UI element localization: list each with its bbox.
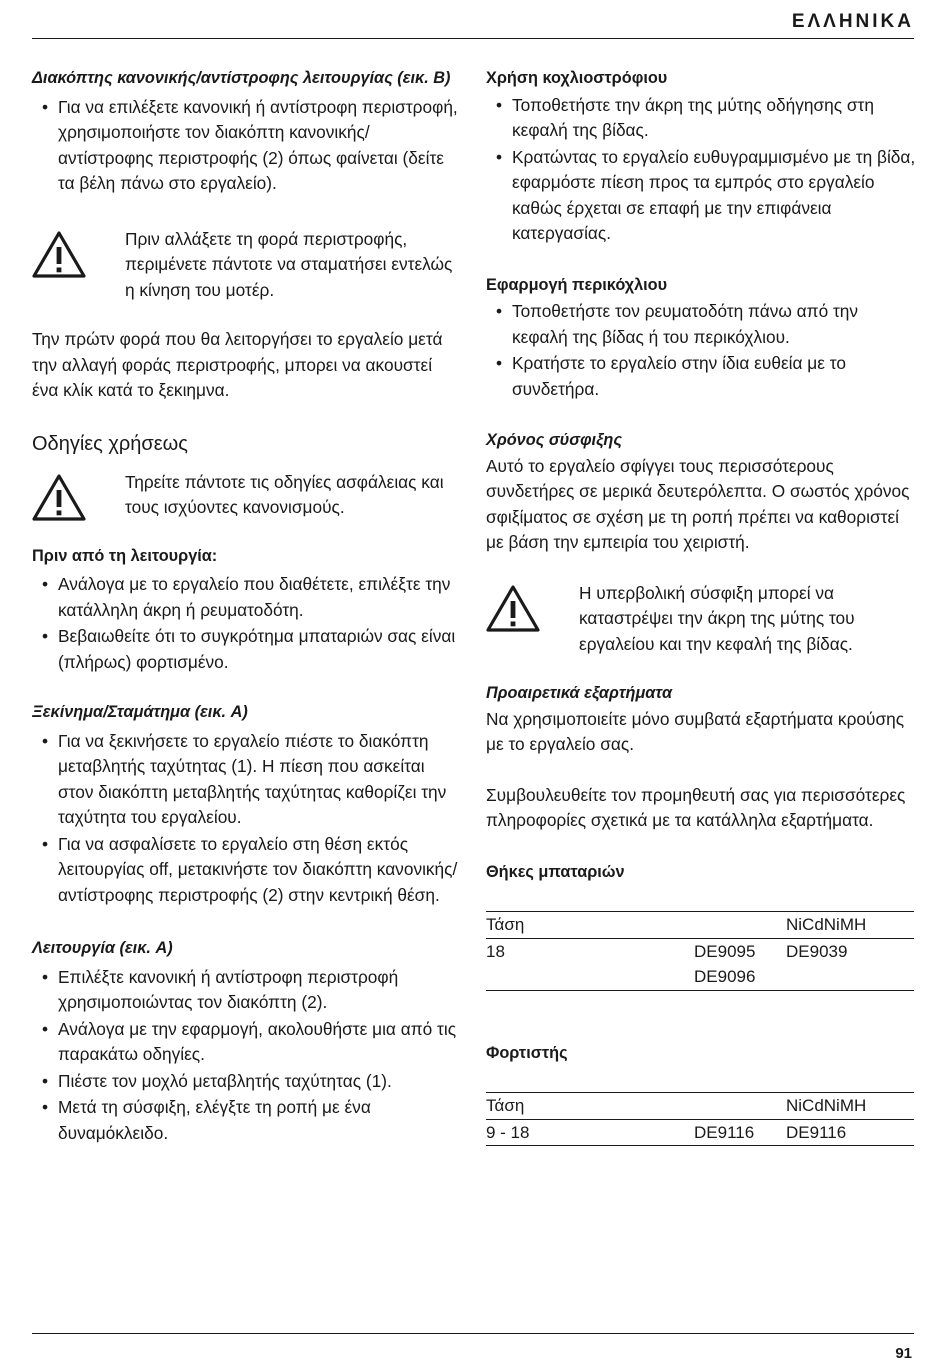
screwdriver-list <box>486 93 916 247</box>
table-cell: 9 - 18 <box>486 1119 694 1146</box>
screwdriver-heading: Χρήση κοχλιοστρόφιου <box>486 69 668 87</box>
warning-text: Τηρείτε πάντοτε τις οδηγίες ασφάλειας και τους ισχύοντες κανονισμούς. <box>125 471 444 517</box>
table-cell: DE9116 <box>694 1119 786 1146</box>
time-heading: Χρόνος σύσφιξης <box>486 431 622 449</box>
list-item: • Τοποθετήστε την άκρη της μύτης οδήγησης στη κεφαλή της βίδας. <box>486 93 916 144</box>
list-item: • Για να ξεκινήσετε το εργαλείο πιέστε το διακόπτη μεταβλητής ταχύτητας (1). Η πίεση που ασκείται στον διακόπτη μεταβλητής ταχύτητας καθορίζει την ταχύτητα του εργαλείου. <box>32 729 460 831</box>
table-cell <box>486 964 694 990</box>
table-header: Τάση <box>486 1093 694 1120</box>
warning-block <box>32 470 460 530</box>
list-item: • Κρατήστε το εργαλείο στην ίδια ευθεία με το συνδετήρα. <box>486 351 916 402</box>
list-item: • Για να επιλέξετε κανονική ή αντίστροφη περιστροφή, χρησιμοποιήστε τον διακόπτη κανονικής/αντίστροφης περιστροφής (2) όπως φαίνεται (δείτε τα βέλη πάνω στο εργαλείο). <box>32 95 460 197</box>
charger-table <box>486 1092 914 1146</box>
table-row <box>486 1119 914 1146</box>
startstop-list <box>32 729 460 909</box>
battery-heading: Θήκες μπαταριών <box>486 862 625 881</box>
charger-heading: Φορτιστής <box>486 1043 568 1062</box>
startstop-heading: Ξεκίνημα/Σταμάτημα (εικ. A) <box>32 703 248 721</box>
list-item: • Ανάλογα με το εργαλείο που διαθέτετε, επιλέξτε την κατάλληλη άκρη ή ρευματοδότη. <box>32 572 460 623</box>
table-header <box>694 1093 786 1120</box>
list-item: • Για να ασφαλίσετε το εργαλείο στη θέση εκτός λειτουργίας off, μετακινήστε τον διακόπτη κανονικής/αντίστροφης περιστροφής (2) στην κεντρική θέση. <box>32 832 460 909</box>
time-text: Αυτό το εργαλείο σφίγγει τους περισσότερους συνδετήρες σε μερικά δευτερόλεπτα. Ο σωστός χρόνος σφιξίματος σε σχέση με τη ροπή πρέπει να καθοριστεί με βάση την εμπειρία του χειριστή. <box>486 455 910 552</box>
right-column <box>486 66 916 1146</box>
language-header: ΕΛΛΗΝΙΚΑ <box>791 11 914 32</box>
warning-icon <box>32 230 86 278</box>
list-item: • Ανάλογα με την εφαρμογή, ακολουθήστε μια από τις παρακάτω οδηγίες. <box>32 1017 460 1068</box>
table-cell <box>786 964 914 990</box>
table-cell: DE9116 <box>786 1119 914 1146</box>
list-item: • Επιλέξτε κανονική ή αντίστροφη περιστροφή χρησιμοποιώντας τον διακόπτη (2). <box>32 965 460 1016</box>
table-header: NiCdNiMH <box>786 912 914 939</box>
table-row <box>486 938 914 964</box>
before-list <box>32 572 460 675</box>
instructions-heading: Οδηγίες χρήσεως <box>32 432 188 455</box>
table-row <box>486 964 914 990</box>
before-heading: Πριν από τη λειτουργία: <box>32 546 218 565</box>
list-item: • Πιέστε τον μοχλό μεταβλητής ταχύτητας (1). <box>32 1069 460 1095</box>
list-item: • Κρατώντας το εργαλείο ευθυγραμμισμένο με τη βίδα, εφαρμόστε πίεση προς τα εμπρός στο εργαλείο καθώς έρχεται σε επαφή με την επιφάνεια κατεργασίας. <box>486 145 916 247</box>
warning-text: Η υπερβολική σύσφιξη μπορεί να καταστρέψει την άκρη της μύτης του εργαλείου και την κεφαλή της βίδας. <box>579 582 855 654</box>
nut-heading: Εφαρμογή περικόχλιου <box>486 275 668 294</box>
bottom-rule <box>32 1333 914 1334</box>
table-header <box>694 912 786 939</box>
table-cell: DE9096 <box>694 964 786 990</box>
left-column <box>32 66 460 1147</box>
top-rule <box>32 38 914 39</box>
first-time-note: Την πρώτν φορά που θα λειτοργήσει το εργαλείο μετά την αλλαγή φοράς περιστροφής, μπορει να ακουστεί ένα κλίκ κατά το ξεκιημνα. <box>32 329 443 400</box>
operation-heading: Λειτουργία (εικ. A) <box>32 939 173 957</box>
warning-block <box>32 227 460 304</box>
accessories-text: Να χρησιμοποιείτε μόνο συμβατά εξαρτήματα κρούσης με το εργαλείο σας. <box>486 708 905 754</box>
list-item: • Μετά τη σύσφιξη, ελέγξτε τη ροπή με ένα δυναμόκλειδο. <box>32 1095 460 1146</box>
table-header-row <box>486 912 914 939</box>
warning-block <box>486 581 916 658</box>
list-item: • Βεβαιωθείτε ότι το συγκρότημα μπαταριών σας είναι (πλήρως) φορτισμένο. <box>32 624 460 675</box>
list-item: • Τοποθετήστε τον ρευματοδότη πάνω από την κεφαλή της βίδας ή του περικόχλιου. <box>486 299 916 350</box>
warning-icon <box>32 473 86 521</box>
page-number: 91 <box>895 1345 912 1362</box>
accessories-heading: Προαιρετικά εξαρτήματα <box>486 684 673 702</box>
accessories-text: Συμβουλευθείτε τον προμηθευτή σας για περισσότερες πληροφορίες σχετικά με τα κατάλληλα εξαρτήματα. <box>486 784 906 830</box>
switch-heading: Διακόπτης κανονικής/αντίστροφης λειτουργίας (εικ. B) <box>32 69 451 87</box>
battery-table <box>486 911 914 991</box>
table-cell: DE9095 <box>694 941 756 961</box>
table-header: NiCdNiMH <box>786 1093 914 1120</box>
table-cell: DE9039 <box>786 941 848 961</box>
warning-icon <box>486 584 540 632</box>
table-header-row <box>486 1093 914 1120</box>
table-cell: 18 <box>486 941 505 961</box>
operation-list <box>32 965 460 1147</box>
switch-list <box>32 95 460 197</box>
table-header: Τάση <box>486 912 694 939</box>
warning-text: Πριν αλλάξετε τη φορά περιστροφής, περιμένετε πάντοτε να σταματήσει εντελώς η κίνηση του μοτέρ. <box>125 228 453 300</box>
nut-list <box>486 299 916 402</box>
